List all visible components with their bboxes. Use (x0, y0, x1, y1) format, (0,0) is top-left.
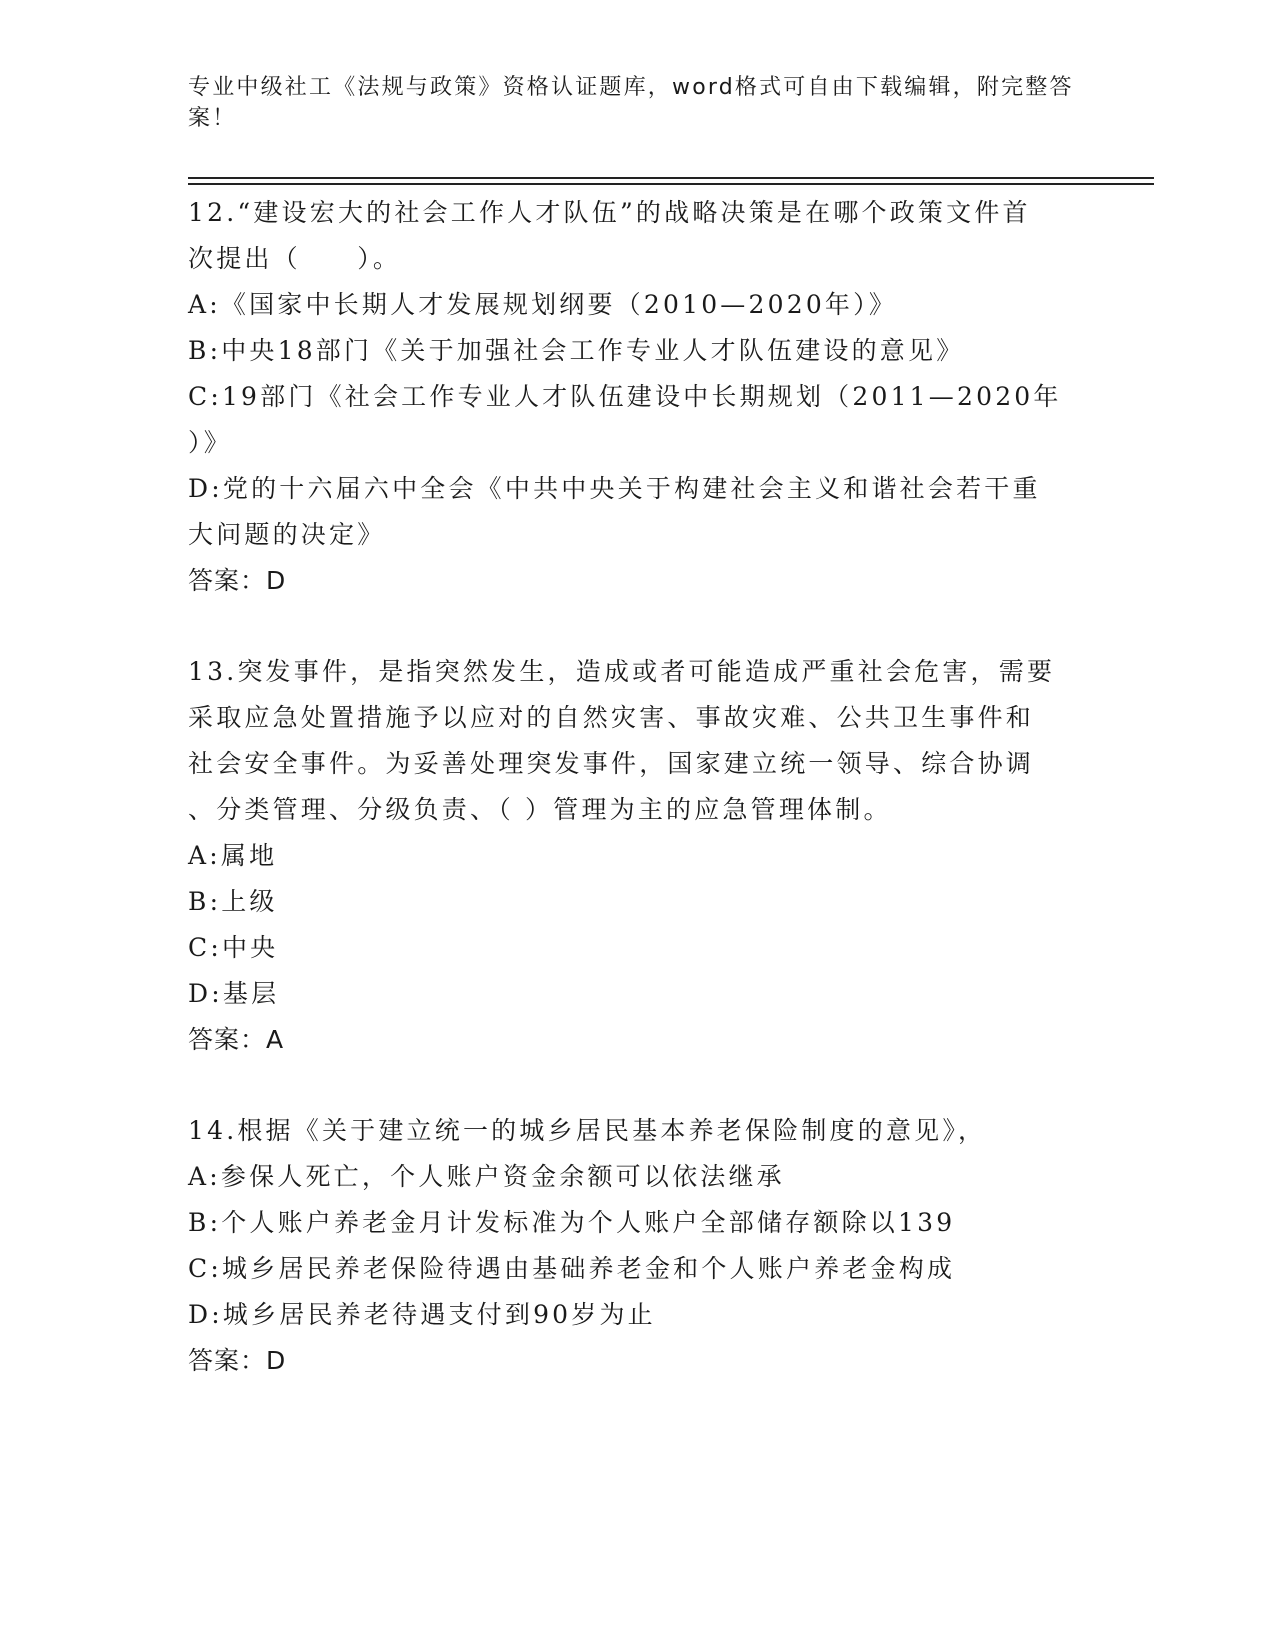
option-d-continuation: 大问题的决定》 (188, 520, 386, 549)
option-d: D:基层 (188, 979, 280, 1008)
document-header: 专业中级社工《法规与政策》资格认证题库，word格式可自由下载编辑，附完整答案！ (188, 75, 1074, 131)
question-stem-line: 、分类管理、分级负责、（ ）管理为主的应急管理体制。 (188, 795, 892, 824)
question-stem-line: 12.“建设宏大的社会工作人才队伍”的战略决策是在哪个政策文件首 (188, 198, 1031, 227)
question-stem-line: 14.根据《关于建立统一的城乡居民基本养老保险制度的意见》， (188, 1116, 987, 1145)
question-spacer (188, 604, 1088, 649)
question-stem-line: 13.突发事件，是指突然发生，造成或者可能造成严重社会危害，需要 (188, 657, 1056, 686)
answer-label: 答案：D (188, 566, 287, 595)
answer-label: 答案：A (188, 1025, 285, 1054)
option-c: C:19部门《社会工作专业人才队伍建设中长期规划（2011—2020年 (188, 382, 1062, 411)
option-a: A:《国家中长期人才发展规划纲要（2010—2020年）》 (188, 290, 898, 319)
option-d: D:党的十六届六中全会《中共中央关于构建社会主义和谐社会若干重 (188, 474, 1041, 503)
option-b: B:个人账户养老金月计发标准为个人账户全部储存额除以139 (188, 1208, 956, 1237)
question-stem-line: 次提出（ ）。 (188, 244, 402, 273)
answer-label: 答案：D (188, 1346, 287, 1375)
question-stem-line: 采取应急处置措施予以应对的自然灾害、事故灾难、公共卫生事件和 (188, 703, 1035, 732)
question-12 (188, 190, 1088, 604)
option-d: D:城乡居民养老待遇支付到90岁为止 (188, 1300, 656, 1329)
header-divider-top (188, 177, 1154, 179)
option-c: C:城乡居民养老保险待遇由基础养老金和个人账户养老金构成 (188, 1254, 956, 1283)
question-list (188, 190, 1088, 1384)
header-divider-bottom (188, 183, 1154, 185)
question-14 (188, 1108, 1088, 1384)
option-a: A:属地 (188, 841, 278, 870)
question-stem-line: 社会安全事件。为妥善处理突发事件，国家建立统一领导、综合协调 (188, 749, 1035, 778)
option-c-continuation: ）》 (188, 428, 232, 457)
option-a: A:参保人死亡，个人账户资金余额可以依法继承 (188, 1162, 785, 1191)
option-b: B:中央18部门《关于加强社会工作专业人才队伍建设的意见》 (188, 336, 965, 365)
option-c: C:中央 (188, 933, 279, 962)
question-spacer (188, 1063, 1088, 1108)
question-13 (188, 649, 1088, 1063)
option-b: B:上级 (188, 887, 278, 916)
